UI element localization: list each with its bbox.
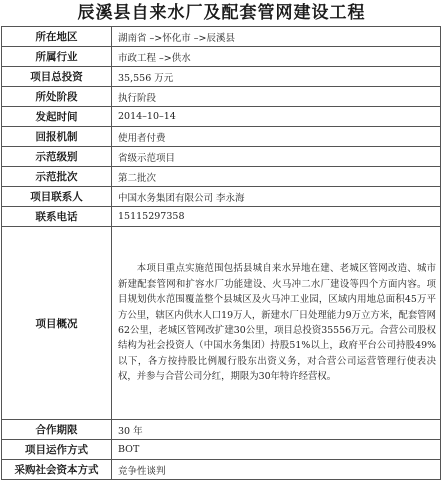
row-value-operation-mode: BOT (112, 440, 441, 460)
row-value-contact-person: 中国水务集团有限公司 李永海 (112, 187, 441, 207)
table-row (2, 67, 441, 87)
table-row (2, 207, 441, 227)
table-row (2, 47, 441, 67)
row-value-region: 湖南省 –>怀化市 –>辰溪县 (112, 27, 441, 47)
row-value-phone: 15115297358 (112, 207, 441, 227)
page-title: 辰溪县自来水厂及配套管网建设工程 (77, 3, 366, 23)
row-label-initiation-date: 发起时间 (2, 107, 112, 127)
row-label-phone: 联系电话 (2, 207, 112, 227)
row-value-demo-level: 省级示范项目 (112, 147, 441, 167)
row-label-region: 所在地区 (2, 27, 112, 47)
row-label-stage: 所处阶段 (2, 87, 112, 107)
table-row (2, 420, 441, 440)
row-label-return-mechanism: 回报机制 (2, 127, 112, 147)
row-value-cooperation-term: 30 年 (112, 420, 441, 440)
row-label-demo-level: 示范级别 (2, 147, 112, 167)
table-row (2, 440, 441, 460)
row-label-total-investment: 项目总投资 (2, 67, 112, 87)
row-label-procurement-method: 采购社会资本方式 (2, 460, 112, 480)
row-value-industry: 市政工程 –>供水 (112, 47, 441, 67)
table-row (2, 187, 441, 207)
row-value-total-investment: 35,556 万元 (112, 67, 441, 87)
row-value-stage: 执行阶段 (112, 87, 441, 107)
table-row (2, 87, 441, 107)
table-row (2, 127, 441, 147)
row-value-procurement-method: 竞争性谈判 (112, 460, 441, 480)
project-info-table (1, 26, 441, 480)
row-value-demo-batch: 第二批次 (112, 167, 441, 187)
table-row (2, 227, 441, 420)
table-row (2, 107, 441, 127)
row-label-contact-person: 项目联系人 (2, 187, 112, 207)
row-value-initiation-date: 2014–10–14 (112, 107, 441, 127)
table-row (2, 147, 441, 167)
row-value-return-mechanism: 使用者付费 (112, 127, 441, 147)
table-row (2, 27, 441, 47)
row-label-operation-mode: 项目运作方式 (2, 440, 112, 460)
row-label-industry: 所属行业 (2, 47, 112, 67)
table-row (2, 167, 441, 187)
row-label-overview: 项目概况 (2, 227, 112, 420)
row-label-demo-batch: 示范批次 (2, 167, 112, 187)
table-row (2, 460, 441, 480)
row-label-cooperation-term: 合作期限 (2, 420, 112, 440)
row-value-overview: 本项目重点实施范围包括县城自来水异地在建、老城区管网改造、城市新建配套管网和扩容水厂功能建设、火马冲二水厂建设等四个方面内容。项目规划供水范围覆盖整个县城区及火马冲工业园，区域内用地总面积45万平方公里，辖区内供水人口19万人，新建水厂日处理能力9万立方米，配套管网62公里，老城区管网改扩建30公里，项目总投资35556万元。合营公司股权结构为社会投资人（中国水务集团）持股51%以上，政府平台公司持股49%以下，各方按持股比例履行股东出资义务，对合营公司运营管理行使表决权，并参与合营公司分红，期限为30年特许经营权。 (112, 227, 441, 420)
